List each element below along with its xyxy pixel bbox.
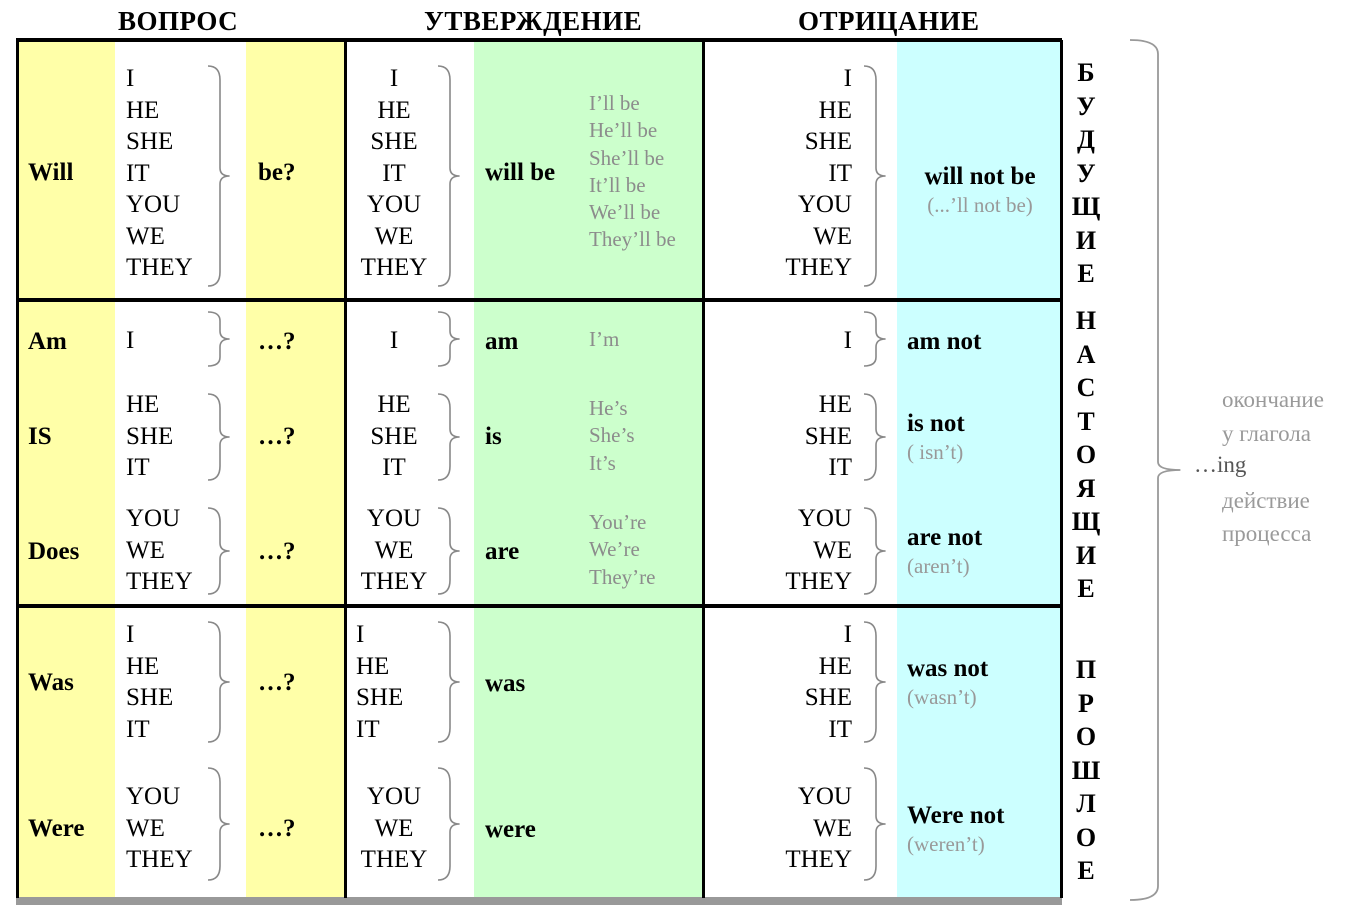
past-was-question-end: …? <box>258 669 296 696</box>
pronoun: WE <box>374 814 414 842</box>
pronoun: THEY <box>785 254 852 281</box>
vertical-label-text: П Р О Ш Л О Е <box>1071 655 1101 885</box>
curly-brace-icon <box>208 508 230 594</box>
pronoun: SHE <box>356 684 404 711</box>
pronoun: THEY <box>360 846 428 873</box>
past-was-negative-contraction: (wasn’t) <box>907 685 977 709</box>
ing-suffix: …ing <box>1194 452 1247 477</box>
pronoun: I <box>389 65 399 92</box>
curly-brace-icon <box>864 66 886 286</box>
contraction: I’ll be <box>589 91 640 115</box>
future-question-aux: Will <box>28 159 74 186</box>
pronoun: IT <box>382 454 406 481</box>
present-is-affirmative-verb: is <box>485 423 502 450</box>
pronoun: WE <box>813 814 852 842</box>
present-are-negative-verb: are not <box>907 524 983 551</box>
contraction: They’ll be <box>589 227 676 252</box>
side-note-line: процесса <box>1222 521 1312 546</box>
header-affirmative: УТВЕРЖДЕНИЕ <box>424 6 643 36</box>
present-am-negative-verb: am not <box>907 328 982 355</box>
contraction: We’re <box>589 537 640 562</box>
pronoun: YOU <box>797 783 852 810</box>
present-am-affirmative-verb: am <box>485 328 519 355</box>
pronoun: WE <box>126 814 165 842</box>
pronoun: WE <box>813 536 852 564</box>
pronoun: HE <box>818 652 852 680</box>
pronoun: SHE <box>126 684 174 711</box>
pronoun: YOU <box>797 191 852 218</box>
pronoun: IT <box>356 715 380 743</box>
present-am-question-pronoun: I <box>126 327 135 354</box>
pronoun: I <box>843 621 852 648</box>
pronoun: YOU <box>126 505 181 532</box>
side-note-text <box>1222 383 1324 551</box>
pronoun: HE <box>356 652 390 680</box>
vertical-label-text: Б У Д У Щ И Е <box>1071 58 1101 288</box>
present-is-negative-verb: is not <box>907 410 965 437</box>
present-am-negative-pronoun: I <box>843 327 852 354</box>
contraction: It’s <box>589 450 616 475</box>
pronoun: IT <box>126 159 150 187</box>
contraction: We’ll be <box>589 200 661 225</box>
pronoun: THEY <box>360 568 428 595</box>
curly-brace-icon <box>864 508 886 594</box>
present-am-affirmative-pronoun: I <box>389 327 399 354</box>
pronoun: YOU <box>797 505 852 532</box>
pronoun: HE <box>818 96 852 124</box>
curly-brace-icon <box>438 508 460 594</box>
pronoun: SHE <box>126 128 174 155</box>
curly-brace-icon <box>864 312 886 366</box>
pronoun: THEY <box>785 568 852 595</box>
pronoun: IT <box>828 454 852 481</box>
pronoun: HE <box>126 391 160 418</box>
past-were-question-aux: Were <box>28 815 85 842</box>
pronoun: YOU <box>366 783 422 810</box>
contraction: They’re <box>589 564 656 589</box>
future-negative-contraction: (...’ll not be) <box>927 193 1033 217</box>
future-negative-verb: will not be <box>924 163 1036 190</box>
curly-brace-icon <box>208 312 230 366</box>
pronoun: THEY <box>126 568 193 595</box>
curly-brace-icon <box>864 768 886 880</box>
curly-brace-icon <box>438 66 460 286</box>
vertical-label-text: Н А С Т О Я Щ И Е <box>1071 306 1101 603</box>
present-am-question-aux: Am <box>28 328 67 355</box>
side-note-line: окончание <box>1222 387 1324 412</box>
side-note-line: действие <box>1222 487 1310 513</box>
pronoun: YOU <box>126 191 181 218</box>
past-were-negative-contraction: (weren’t) <box>907 832 985 856</box>
pronoun: SHE <box>804 422 852 450</box>
past-were-affirmative-verb: were <box>485 816 536 843</box>
present-is-question-end: …? <box>258 423 296 450</box>
pronoun: SHE <box>370 422 418 450</box>
past-was-affirmative-verb: was <box>485 670 526 697</box>
pronoun: SHE <box>804 128 852 155</box>
future-question-end: be? <box>258 159 296 186</box>
pronoun: IT <box>126 715 150 743</box>
pronoun: IT <box>126 454 150 481</box>
curly-brace-icon <box>208 66 230 286</box>
contraction: She’s <box>589 423 635 448</box>
pronoun: SHE <box>804 684 852 711</box>
contraction: He’ll be <box>589 118 658 143</box>
pronoun: YOU <box>126 783 181 810</box>
pronoun: YOU <box>366 191 422 218</box>
contraction: He’s <box>589 396 628 420</box>
curly-brace-icon <box>438 312 460 366</box>
pronoun: I <box>126 621 135 648</box>
pronoun: WE <box>126 222 165 250</box>
curly-brace-icon <box>1130 40 1180 900</box>
pronoun: THEY <box>126 254 193 281</box>
curly-brace-icon <box>208 622 230 742</box>
curly-brace-icon <box>864 622 886 742</box>
past-was-negative-verb: was not <box>907 655 989 682</box>
curly-brace-icon <box>864 394 886 480</box>
contraction: You’re <box>589 510 647 534</box>
curly-brace-icon <box>438 622 460 742</box>
curly-brace-icon <box>208 768 230 880</box>
present-is-negative-contraction: ( isn’t) <box>907 440 964 464</box>
pronoun: IT <box>828 715 852 743</box>
past-were-negative-verb: Were not <box>907 802 1005 829</box>
pronoun: HE <box>818 391 852 418</box>
contraction: She’ll be <box>589 145 665 170</box>
curly-brace-icon <box>438 768 460 880</box>
pronoun: WE <box>813 222 852 250</box>
present-are-question-end: …? <box>258 538 296 565</box>
pronoun: SHE <box>370 128 418 155</box>
pronoun: HE <box>126 96 160 124</box>
present-is-question-aux: IS <box>28 423 52 450</box>
pronoun: THEY <box>785 846 852 873</box>
pronoun: HE <box>377 96 411 124</box>
pronoun: IT <box>828 159 852 187</box>
pronoun: YOU <box>366 505 422 532</box>
pronoun: THEY <box>126 846 193 873</box>
pronoun: WE <box>126 536 165 564</box>
header-negative: ОТРИЦАНИЕ <box>798 6 980 36</box>
pronoun: SHE <box>126 422 174 450</box>
pronoun: IT <box>382 159 406 187</box>
present-are-negative-contraction: (aren’t) <box>907 554 970 578</box>
present-am-contraction: I’m <box>589 327 620 351</box>
present-are-question-aux: Does <box>28 538 80 565</box>
past-was-question-aux: Was <box>28 669 74 696</box>
contraction: It’ll be <box>589 172 646 197</box>
side-note-line: у глагола <box>1222 420 1311 446</box>
pronoun: HE <box>377 391 411 418</box>
future-affirmative-verb: will be <box>485 159 556 186</box>
pronoun: WE <box>374 222 414 250</box>
pronoun: I <box>843 65 852 92</box>
curly-brace-icon <box>208 394 230 480</box>
pronoun: I <box>356 621 365 648</box>
pronoun: WE <box>374 536 414 564</box>
past-were-question-end: …? <box>258 815 296 842</box>
present-am-question-end: …? <box>258 328 296 355</box>
pronoun: HE <box>126 652 160 680</box>
pronoun: THEY <box>360 254 428 281</box>
curly-brace-icon <box>438 394 460 480</box>
present-are-affirmative-verb: are <box>485 538 520 565</box>
pronoun: I <box>126 65 135 92</box>
header-question: ВОПРОС <box>118 6 239 36</box>
